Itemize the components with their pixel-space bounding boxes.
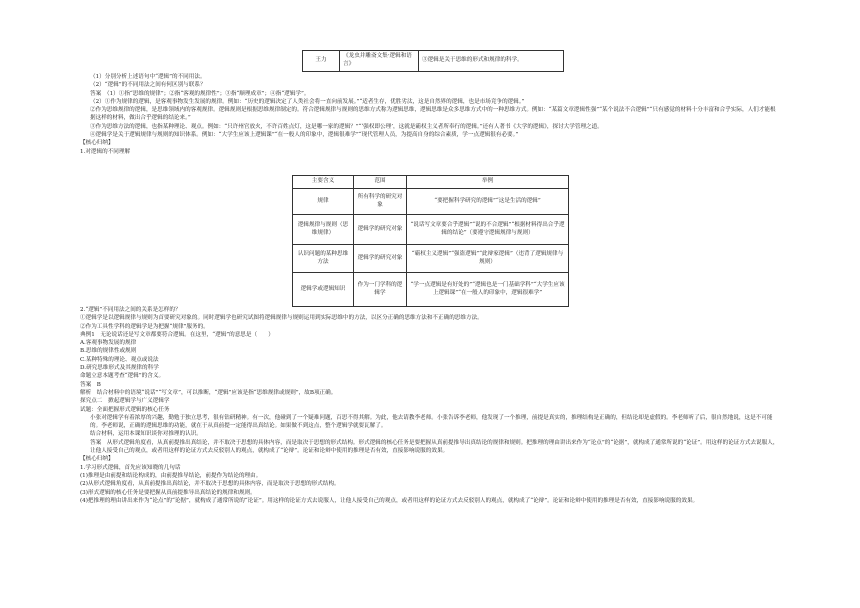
- table-row: [293, 273, 569, 307]
- text-line: (4)把推理的理由讲出来作为“论点”的“论据”，就构成了通常所说的“论证”。用这样的论证方式去说服人，让他人接受自己的观点，或者用这样的论证方式去反驳别人的观点，就构成了“论辩”。论证和论辩中使用的推理是否有效，直接影响说服的效果。: [80, 497, 699, 504]
- table-cell: 逻辑学的研究对象: [354, 215, 407, 245]
- text-line: 1.学习形式逻辑，首先应该知晓的几句话: [80, 464, 181, 471]
- text-line: (3)形式逻辑的核心任务是要把握从真前提推导出真结论的规律和规则。: [80, 489, 256, 496]
- table-cell: 逻辑学或逻辑知识: [293, 273, 354, 307]
- table-cell: 作为一门学科的逻辑学: [354, 273, 407, 307]
- quote-source-table: [302, 50, 564, 72]
- section-heading: 【核心归纳】: [80, 456, 114, 463]
- table-cell: “要把握科学研究的逻辑”“这是生活的逻辑”: [407, 189, 569, 215]
- answer-line: （2）①作为规律的逻辑，是客观事物发生发展的规律。例如：“历史的逻辑决定了人类社会将一直向前发展。”“适者生存，优胜劣汰，这是自然界的逻辑，也是市场竞争的逻辑。”: [90, 98, 525, 105]
- source-cell: 《龙虫并雕斋文集·逻辑和语言》: [340, 51, 419, 72]
- table-cell: “霸权主义逻辑”“强盗逻辑”“此辩家逻辑”（违背了逻辑规律与规则）: [407, 245, 569, 273]
- text-line: A.客观事物发展的规律: [80, 340, 137, 347]
- table-header-row: [293, 176, 569, 189]
- text-line: 探究点二 掀起逻辑学与广义逻辑学: [80, 398, 170, 405]
- table-cell: 逻辑规律与规则（思维规律）: [293, 215, 354, 245]
- text-line: 2.“逻辑”不同用法之间的关系是怎样的？: [80, 307, 181, 313]
- text-line: 答案 从形式逻辑角度看，从真前提推出真结论，并不取决于思想的具体内容，而是取决于思想的形式结构。形式逻辑的核心任务是要把握从真前提推导出真结论的规律和规则。把推理的理由讲出来作为“论点”的“论据”，就构成了通常所说的“论证”。用这样的论证方式去说服人，让他人接受自己的观点，或者用这样的论证方式去反驳别人的观点，就构成了“论辩”。论证和论辩中使用的推理是否有效，直接影响说服的效果。: [90, 439, 779, 455]
- text-line: 解析 结合材料中的语境“说话”“写文章”，可以推断，“逻辑”应该是指“思维规律或规则”，故B项正确。: [80, 389, 337, 396]
- text-line: 小张对逻辑学有着浓厚的兴趣，勤勉于独立思考，很有钻研精神。有一次，他碰到了一个疑难问题，百思不得其解。为此，他去请教李老师。小张告诉李老师，他发现了一个推理，前提是真实的，推理结构是正确的，但结论却是虚假的。李老师听了后，很自然地说，这是不可能的。李老师说，正确的逻辑思维的功能，就在于从真前提一定能得出真结论。如果做不到这点，整个逻辑学就要瓦解了。: [90, 414, 773, 430]
- table-cell: “学一点逻辑是有好处的”“逻辑也是一门基础学科”“大学生应该上逻辑课”“在一般人的印象中，逻辑很难学”: [407, 273, 569, 307]
- table-cell: “说话写文章要合乎逻辑”“说的不合逻辑”“根据材料得出合乎逻辑的结论”（要遵守逻辑规律与规则）: [407, 215, 569, 245]
- text-line: (2)从形式逻辑角度看，从真前提推出真结论，并不取决于思想的具体内容，而是取决于思想的形式结构。: [80, 481, 340, 488]
- text-line: 结合材料，运用本课知识谈你对推理的认识。: [90, 431, 202, 438]
- header-example: 举例: [407, 176, 569, 189]
- text-line: 试题：全面把握形式逻辑的核心任务: [80, 406, 170, 413]
- logic-meaning-table: [292, 175, 569, 307]
- table-row: [293, 245, 569, 273]
- table-row: [293, 215, 569, 245]
- section-heading: 【核心归纳】: [80, 140, 114, 147]
- answer-line: ②作为思维规律的逻辑，是思维领域内的客观规律。逻辑规则是根据思维规律制定的。符合逻辑规律与规则的思维方式称为逻辑思维，逻辑思维是众多思维方式中的一种思维方式。例如：“某篇文章逻辑性强”“某个说法不合逻辑”“只有感觉的材料十分丰富和合乎实际，人们才能根据这样的材料，做出合乎逻辑的结论来。”: [90, 107, 776, 122]
- header-meaning: 主要含义: [293, 176, 354, 189]
- text-line: B.思维的规律性或规则: [80, 348, 137, 355]
- table-cell: 逻辑学的研究对象: [354, 245, 407, 273]
- text-line: 答案 B: [80, 381, 101, 388]
- table-cell: 规律: [293, 189, 354, 215]
- answer-line: 答案 （1）①指“思维的规律”；②指“客观的规律性”；③指“顺理成章”；④指“逻辑学”。: [90, 90, 310, 97]
- text-line: ②作为工具性学科的逻辑学是为把握“规律”服务的。: [80, 323, 209, 330]
- question-2: （2）“逻辑”的不同用法之间有何区别与联系？: [90, 82, 206, 89]
- body-text-lower: [80, 306, 780, 505]
- author-cell: 王力: [303, 51, 340, 72]
- text-line: 典例1 无论说话还是写文章都要符合逻辑。在这里，“逻辑”的意思是（ ）: [80, 331, 274, 338]
- table-cell: 认识问题的某种思维方法: [293, 245, 354, 273]
- answer-line: ④逻辑学是关于逻辑规律与规则的知识体系。例如：“大学生应该上逻辑课”“在一般人的印象中，逻辑很难学”“现代管理人员，为提高自身的综合素质，学一点逻辑很有必要。”: [90, 132, 519, 139]
- questions-and-answer: [80, 73, 780, 156]
- question-1: （1）分别分析上述语句中“逻辑”的不同用法。: [90, 74, 206, 80]
- answer-line: ③作为思维方法的逻辑，也指某种理论、观点。例如：“只许州官放火，不许百姓点灯，这是哪一家的逻辑？”“‘强权即公理’，这就是霸权主义者所奉行的逻辑。”还有人著书《大学的逻辑》，探讨大学管理之道。: [90, 123, 603, 130]
- text-line: D.研究思维形式及其规律的科学: [80, 365, 159, 372]
- text-line: ①逻辑学是以逻辑规律与规则为首要研究对象的。同时逻辑学也研究试图将逻辑规律与规则运用到实际思维中的方法，以区分正确的思维方法和不正确的思维方法。: [80, 315, 483, 322]
- quote-cell: ③逻辑是关于思维的形式和规律的科学。: [419, 51, 564, 72]
- subsection-heading: 1.对逻辑的不同理解: [80, 148, 131, 155]
- header-scope: 范围: [354, 176, 407, 189]
- table-cell: 所有科学的研究对象: [354, 189, 407, 215]
- text-line: (1)推理是由前提和结论构成的，由前提推导结论，前提作为结论的理由。: [80, 472, 262, 479]
- text-line: 命题立意本题考查“逻辑”的含义。: [80, 373, 165, 380]
- table-row: [293, 189, 569, 215]
- text-line: C.某种特殊的理论、观点或说法: [80, 356, 159, 363]
